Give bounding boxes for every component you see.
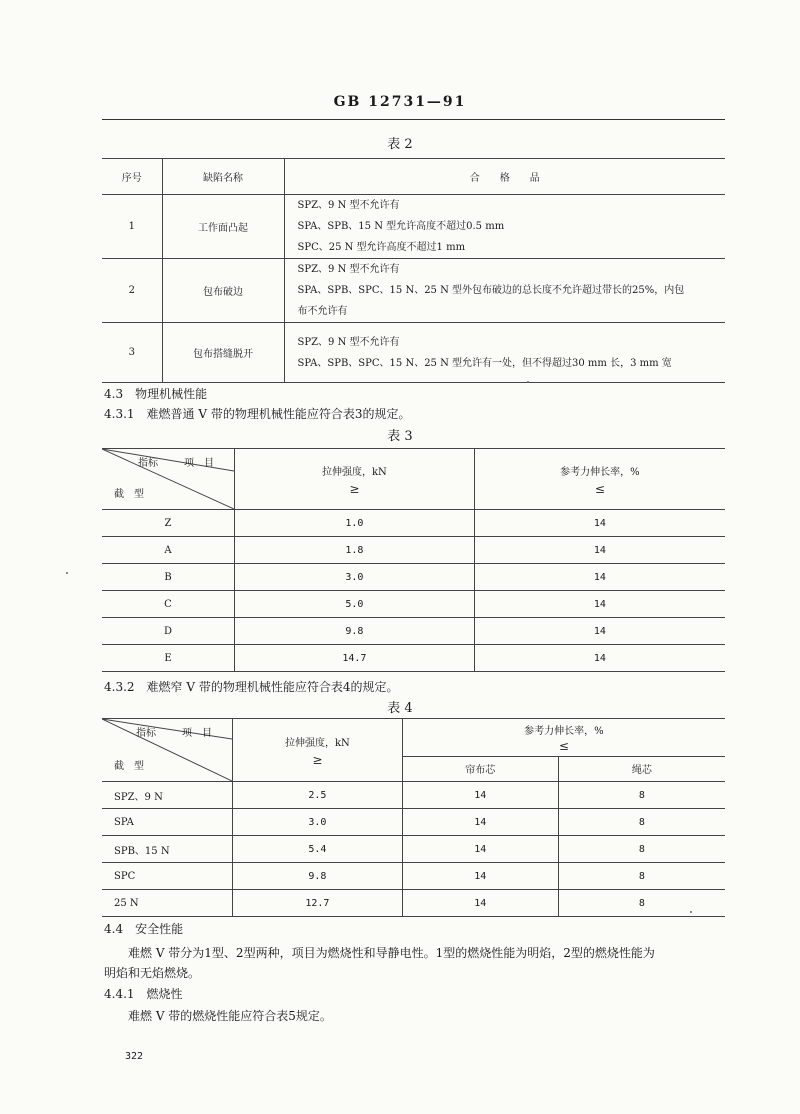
- table-row: [102, 591, 725, 618]
- tensile-symbol: ≥: [312, 752, 323, 767]
- qualified-line: SPA、SPB、SPC、15 N、25 N 型外包布破边的总长度不允许超过带长的25%，内包: [297, 285, 685, 296]
- diag-section: 截 型: [114, 761, 144, 772]
- table-row: [102, 537, 725, 564]
- table-row: [102, 564, 725, 591]
- table4-type: SPB、15 N: [102, 836, 233, 863]
- table4-tensile: 9.8: [233, 863, 403, 890]
- section-4-4-para-line1: 难燃 V 带分为1型、2型两种，项目为燃烧性和导静电性。1型的燃烧性能为明焰，2型的燃烧性能为: [128, 946, 655, 960]
- table4-cord: 14: [402, 863, 558, 890]
- page-number: 322: [125, 1051, 144, 1062]
- table3-header-tensile: [235, 449, 475, 510]
- table3-type: D: [102, 618, 235, 645]
- table4-rope: 8: [558, 836, 725, 863]
- table-row: [102, 645, 725, 672]
- table4-cord: 14: [402, 836, 558, 863]
- diagonal-lines: [102, 449, 234, 509]
- table4-header-elong: [402, 719, 725, 757]
- table2-row-qualified: [284, 323, 725, 383]
- table2-caption: 表 2: [387, 137, 413, 152]
- table-row: [102, 510, 725, 537]
- scan-speck: [527, 381, 529, 383]
- table3-elong: 14: [474, 591, 725, 618]
- table3-elong: 14: [474, 564, 725, 591]
- table4-type: 25 N: [102, 890, 233, 917]
- table4-rope: 8: [558, 782, 725, 809]
- table4-rope: 8: [558, 863, 725, 890]
- qualified-line: SPZ、9 N 型不允许有: [297, 200, 400, 211]
- table2-row-qualified: [284, 195, 725, 259]
- elong-label: 参考力伸长率，%: [524, 725, 604, 737]
- table3: [102, 448, 725, 672]
- qualified-line: SPC、25 N 型允许高度不超过1 mm: [297, 242, 466, 253]
- elong-symbol: ≤: [558, 738, 569, 753]
- header-rule: [102, 119, 725, 120]
- table4-type: SPC: [102, 863, 233, 890]
- diag-item: 项 目: [184, 458, 214, 469]
- section-4-4-1-text: 难燃 V 带的燃烧性能应符合表5规定。: [128, 1009, 332, 1023]
- table4-header-row: [102, 719, 725, 757]
- table2-header-no: 序号: [102, 159, 162, 195]
- table4-tensile: 5.4: [233, 836, 403, 863]
- table-row: [102, 782, 725, 809]
- table2-row-defect: 工作面凸起: [162, 195, 284, 259]
- section-4-3-2-text: 4.3.2 难燃窄 V 带的物理机械性能应符合表4的规定。: [104, 680, 399, 694]
- table4-cord: 14: [402, 809, 558, 836]
- table2-header-defect: 缺陷名称: [162, 159, 284, 195]
- qualified-line: SPA、SPB、15 N 型允许高度不超过0.5 mm: [297, 221, 505, 232]
- table2-header-qualified: 合 格 品: [284, 159, 725, 195]
- scan-speck: [66, 572, 68, 574]
- scan-speck: [690, 911, 692, 913]
- table4-type: SPA: [102, 809, 233, 836]
- table-row: [102, 618, 725, 645]
- diag-item: 项 目: [182, 728, 212, 739]
- table-row: [102, 890, 725, 917]
- table4-header-tensile: [233, 719, 403, 782]
- section-4-4-title: 4.4 安全性能: [104, 922, 184, 936]
- table3-elong: 14: [474, 618, 725, 645]
- table3-type: C: [102, 591, 235, 618]
- table-row: [102, 323, 725, 383]
- table3-tensile: 1.8: [235, 537, 475, 564]
- section-4-4-para-line2: 明焰和无焰燃烧。: [104, 966, 201, 980]
- table3-type: Z: [102, 510, 235, 537]
- table4: [102, 718, 725, 917]
- table4-caption: 表 4: [387, 701, 413, 716]
- section-4-4-1-title: 4.4.1 燃烧性: [104, 987, 183, 1001]
- table4-type: SPZ、9 N: [102, 782, 233, 809]
- table3-tensile: 14.7: [235, 645, 475, 672]
- table-row: [102, 863, 725, 890]
- section-4-3-1-text: 4.3.1 难燃普通 V 带的物理机械性能应符合表3的规定。: [104, 407, 411, 421]
- table2: [102, 158, 725, 383]
- table3-tensile: 9.8: [235, 618, 475, 645]
- table3-type: A: [102, 537, 235, 564]
- table3-caption: 表 3: [387, 429, 413, 444]
- qualified-line: SPZ、9 N 型不允许有: [297, 336, 400, 348]
- table3-diagonal-header: [102, 449, 235, 510]
- table3-elong: 14: [474, 645, 725, 672]
- table2-row-defect: 包布搭缝脱开: [162, 323, 284, 383]
- standard-number-header: GB 12731—91: [333, 94, 467, 110]
- table4-cord: 14: [402, 782, 558, 809]
- table-row: [102, 259, 725, 323]
- table4-header-cord: 帘布芯: [402, 756, 558, 781]
- table2-row-no: 3: [102, 323, 162, 383]
- table2-header-row: [102, 159, 725, 195]
- table-row: [102, 836, 725, 863]
- table3-tensile: 3.0: [235, 564, 475, 591]
- diag-indicator: 指标: [138, 458, 158, 469]
- table-row: [102, 195, 725, 259]
- table3-elong: 14: [474, 537, 725, 564]
- qualified-line: SPZ、9 N 型不允许有: [297, 264, 400, 275]
- table4-tensile: 2.5: [233, 782, 403, 809]
- table2-row-defect: 包布破边: [162, 259, 284, 323]
- table3-tensile: 1.0: [235, 510, 475, 537]
- table2-row-qualified: [284, 259, 725, 323]
- section-4-3-title: 4.3 物理机械性能: [104, 387, 208, 401]
- table3-elong: 14: [474, 510, 725, 537]
- table4-tensile: 12.7: [233, 890, 403, 917]
- elong-symbol: ≤: [594, 481, 605, 496]
- tensile-label: 拉伸强度，kN: [321, 466, 387, 478]
- table3-tensile: 5.0: [235, 591, 475, 618]
- diag-indicator: 指标: [136, 728, 156, 739]
- qualified-line: 布不允许有: [297, 306, 348, 317]
- table3-type: B: [102, 564, 235, 591]
- elong-label: 参考力伸长率，%: [560, 466, 640, 478]
- table3-type: E: [102, 645, 235, 672]
- table4-cord: 14: [402, 890, 558, 917]
- table-row: [102, 809, 725, 836]
- table4-header-rope: 绳芯: [558, 756, 725, 781]
- table3-header-row: [102, 449, 725, 510]
- tensile-symbol: ≥: [349, 481, 360, 496]
- table4-tensile: 3.0: [233, 809, 403, 836]
- table2-row-no: 1: [102, 195, 162, 259]
- qualified-line: SPA、SPB、SPC、15 N、25 N 型允许有一处，但不得超过30 mm 长，3 mm 宽: [297, 357, 672, 369]
- table4-rope: 8: [558, 809, 725, 836]
- tensile-label: 拉伸强度，kN: [285, 737, 350, 749]
- table3-header-elong: [474, 449, 725, 510]
- table2-row-no: 2: [102, 259, 162, 323]
- table4-diagonal-header: [102, 719, 233, 782]
- diag-section: 截 型: [114, 489, 144, 500]
- table4-rope: 8: [558, 890, 725, 917]
